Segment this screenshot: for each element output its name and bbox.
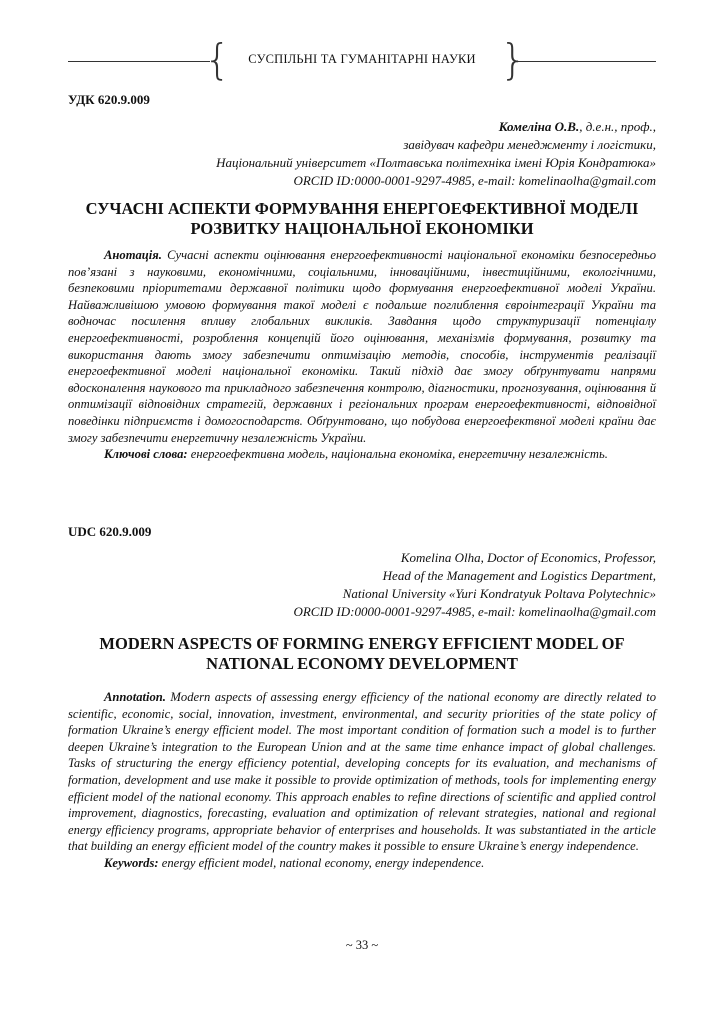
- title-line: NATIONAL ECONOMY DEVELOPMENT: [206, 654, 518, 673]
- author-name-line: [136, 118, 656, 136]
- udc-en: UDC 620.9.009: [68, 524, 152, 539]
- author-orcid: ORCID ID:0000-0001-9297-4985, e-mail: komelinaolha@gmail.com: [293, 173, 656, 188]
- abstract-ua: [68, 247, 656, 463]
- abstract-text: Сучасні аспекти оцінювання енергоефективності національної економіки безпосередньо пов’язані з науковими, економічними, соціальними, інноваційними, інвестиційними, екологічними, безпековими пріоритетами державної політики щодо формування енергоефективної моделі України. Найважливішою умовою формування такої моделі є подальше поглиблення євроінтеграції України та водночас посилення впливу глобальних викликів. Завдання щодо структуризації потенціалу енергоефективності, розроблення концепцій його оцінювання, механізмів формування, розвитку та використання дають змогу забезпечити оптимізацію методів, способів, інструментів реалізації енергоефективної моделі національної економіки. Такий підхід дає змогу обґрунтувати напрями вдосконалення наукового та прикладного забезпечення контролю, діагностики, прогнозування, оцінювання й оптимізації відповідних стратегій, державних і регіональних програм енергоефективності, відповідної поведінки підприємств і домогосподарств. Обґрунтовано, що побудова енергоефектвної моделі країни дає змогу забезпечити енергетичну незалежність України.: [68, 248, 656, 445]
- title-line: СУЧАСНІ АСПЕКТИ ФОРМУВАННЯ ЕНЕРГОЕФЕКТИВНОЇ МОДЕЛІ: [85, 199, 639, 218]
- title-line: MODERN ASPECTS OF FORMING ENERGY EFFICIENT MODEL OF: [99, 634, 625, 653]
- author-line: Komelina Olha, Doctor of Economics, Professor,: [400, 550, 656, 565]
- abstract-en: [68, 689, 656, 872]
- author-orcid: ORCID ID:0000-0001-9297-4985, e-mail: komelinaolha@gmail.com: [293, 604, 656, 619]
- udc-ua: УДК 620.9.009: [68, 92, 150, 107]
- page-number: ~ 33 ~: [345, 938, 379, 952]
- section-title: СУСПІЛЬНІ ТА ГУМАНІТАРНІ НАУКИ: [248, 52, 476, 66]
- paper-title-ua: [68, 199, 656, 239]
- header-rule-right: [516, 61, 656, 62]
- keywords-paragraph: [68, 446, 656, 463]
- keywords-label: Ключові слова:: [104, 447, 188, 462]
- abstract-label: Анотація.: [104, 248, 162, 262]
- header-brace-left: {: [204, 35, 231, 84]
- author-block-ua: [136, 118, 656, 190]
- author-line: National University «Yuri Kondratyuk Poltava Polytechnic»: [342, 586, 656, 601]
- running-header: [68, 35, 656, 84]
- header-brace-right: }: [500, 35, 527, 84]
- keywords-text: energy efficient model, national economy, energy independence.: [158, 855, 485, 870]
- author-position: завідувач кафедри менеджменту і логістики,: [403, 137, 656, 152]
- keywords-text: енергоефективна модель, національна економіка, енергетичну незалежність.: [187, 447, 608, 462]
- abstract-label: Annotation.: [104, 690, 166, 704]
- abstract-text: Modern aspects of assessing energy efficiency of the national economy are directly related to scientific, economic, social, innovation, investment, environmental, and security priorities of the state policy of formation Ukraine’s energy efficient model. The most important condition of formation such a model is to further deepen Ukraine’s integration to the European Union and at the same time enhance impact of global challenges. Tasks of structuring the energy efficiency potential, developing concepts for its evaluation, and mechanisms of formation, development and use make it possible to provide optimization of methods, tools for implementing energy efficient model of the national economy. This approach enables to refine directions of scientific and applied control improvement, diagnostics, forecasting, evaluation and optimization of relevant strategies, national and regional energy efficiency programs, appropriate behavior of enterprises and households. It was substantiated in the article that building an energy efficient model of the country makes it possible to ensure Ukraine’s energy independence.: [68, 690, 656, 854]
- author-block-en: [136, 549, 656, 621]
- abstract-paragraph: [68, 689, 656, 855]
- title-line: РОЗВИТКУ НАЦІОНАЛЬНОЇ ЕКОНОМІКИ: [190, 219, 534, 238]
- author-organization: Національний університет «Полтавська політехніка імені Юрія Кондратюка»: [216, 155, 656, 170]
- paper-title-en: [68, 634, 656, 674]
- keywords-label: Keywords:: [104, 855, 159, 870]
- author-line: Head of the Management and Logistics Department,: [382, 568, 656, 583]
- keywords-paragraph: [68, 855, 656, 872]
- author-degree: , д.е.н., проф.,: [579, 119, 656, 134]
- abstract-paragraph: [68, 247, 656, 446]
- header-rule-left: [68, 61, 210, 62]
- author-name: Комеліна О.В.: [498, 119, 580, 134]
